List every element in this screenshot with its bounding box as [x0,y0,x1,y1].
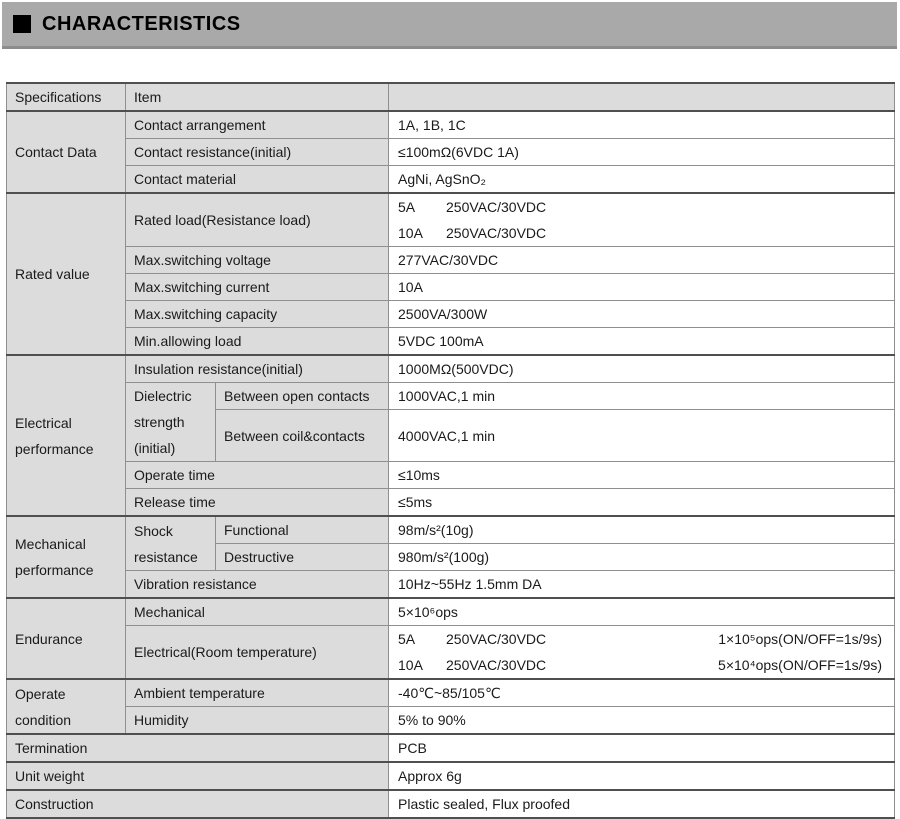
item-max-switching-voltage: Max.switching voltage [126,247,389,274]
item-ambient-temperature: Ambient temperature [126,679,389,707]
table-row [7,734,895,762]
item-vibration-resistance: Vibration resistance [126,571,389,599]
table-row [7,274,895,301]
rated-load-line-2: 10A 250VAC/30VDC [398,225,547,241]
value-release-time: ≤5ms [389,489,895,517]
item-insulation-resistance: Insulation resistance(initial) [126,355,389,383]
endurance-electrical-line-2: 10A 250VAC/30VDC 5×10⁴ops(ON/OFF=1s/9s) [398,657,883,673]
table-row [7,679,895,707]
item-shock-destructive: Destructive [216,544,389,571]
item-construction: Construction [7,790,389,818]
value-unit-weight: Approx 6g [389,762,895,790]
spec-group-mechanical-performance: Mechanical performance [7,516,126,598]
item-min-allowing-load: Min.allowing load [126,328,389,356]
table-row [7,301,895,328]
item-shock-functional: Functional [216,516,389,544]
table-header-row [7,83,895,111]
spec-group-rated-value: Rated value [7,193,126,355]
table-row [7,166,895,194]
item-dielectric-strength: Dielectric strength (initial) [126,383,216,462]
table-row [7,139,895,166]
item-release-time: Release time [126,489,389,517]
table-row [7,489,895,517]
value-endurance-mechanical: 5×10⁶ops [389,598,895,626]
value-min-allowing-load: 5VDC 100mA [389,328,895,356]
table-row [7,516,895,544]
item-contact-material: Contact material [126,166,389,194]
spec-group-operate-condition: Operate condition [7,679,126,734]
section-bullet-icon [13,15,31,33]
header-specifications: Specifications [7,83,126,111]
value-max-switching-voltage: 277VAC/30VDC [389,247,895,274]
value-contact-arrangement: 1A, 1B, 1C [389,111,895,139]
header-item: Item [126,83,389,111]
table-row [7,790,895,818]
table-row [7,571,895,599]
value-rated-load [389,193,895,247]
header-value [389,83,895,111]
table-row [7,193,895,247]
value-between-coil-contacts: 4000VAC,1 min [389,410,895,462]
item-endurance-electrical: Electrical(Room temperature) [126,626,389,680]
value-contact-material: AgNi, AgSnO₂ [389,166,895,194]
table-row [7,355,895,383]
table-row [7,111,895,139]
item-rated-load: Rated load(Resistance load) [126,193,389,247]
endurance-electrical-line-1: 5A 250VAC/30VDC 1×10⁵ops(ON/OFF=1s/9s) [398,631,883,647]
item-termination: Termination [7,734,389,762]
value-humidity: 5% to 90% [389,707,895,735]
value-max-switching-capacity: 2500VA/300W [389,301,895,328]
item-between-coil-contacts: Between coil&contacts [216,410,389,462]
value-shock-functional: 98m/s²(10g) [389,516,895,544]
value-contact-resistance: ≤100mΩ(6VDC 1A) [389,139,895,166]
item-max-switching-capacity: Max.switching capacity [126,301,389,328]
item-shock-resistance: Shock resistance [126,516,216,571]
table-row [7,383,895,410]
table-row [7,328,895,356]
item-contact-arrangement: Contact arrangement [126,111,389,139]
spec-group-endurance: Endurance [7,598,126,679]
item-operate-time: Operate time [126,462,389,489]
value-shock-destructive: 980m/s²(100g) [389,544,895,571]
value-max-switching-current: 10A [389,274,895,301]
value-between-open-contacts: 1000VAC,1 min [389,383,895,410]
value-operate-time: ≤10ms [389,462,895,489]
rated-load-line-1: 5A 250VAC/30VDC [398,199,547,215]
item-max-switching-current: Max.switching current [126,274,389,301]
item-humidity: Humidity [126,707,389,735]
specifications-table [6,82,895,819]
table-row [7,598,895,626]
value-vibration-resistance: 10Hz~55Hz 1.5mm DA [389,571,895,599]
item-endurance-mechanical: Mechanical [126,598,389,626]
value-ambient-temperature: -40℃~85/105℃ [389,679,895,707]
characteristics-title-bar [2,2,897,49]
item-between-open-contacts: Between open contacts [216,383,389,410]
table-row [7,707,895,735]
value-termination: PCB [389,734,895,762]
spec-group-electrical-performance: Electrical performance [7,355,126,516]
spec-group-contact-data: Contact Data [7,111,126,193]
value-construction: Plastic sealed, Flux proofed [389,790,895,818]
page-title: CHARACTERISTICS [42,12,241,35]
item-unit-weight: Unit weight [7,762,389,790]
value-insulation-resistance: 1000MΩ(500VDC) [389,355,895,383]
table-row [7,626,895,680]
table-row [7,462,895,489]
item-contact-resistance: Contact resistance(initial) [126,139,389,166]
value-endurance-electrical [389,626,895,680]
table-row [7,247,895,274]
